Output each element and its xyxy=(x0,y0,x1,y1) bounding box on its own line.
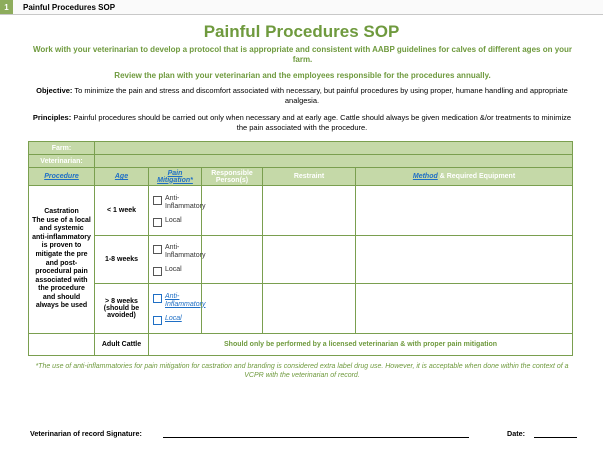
pain-mitigation-cell xyxy=(149,284,206,334)
age-header-link[interactable]: Age xyxy=(114,173,129,180)
option-label: Anti-Inflammatory xyxy=(165,243,206,259)
anti-inflammatory-option[interactable] xyxy=(149,243,206,260)
checkbox-icon[interactable] xyxy=(153,218,162,227)
restraint-cell[interactable] xyxy=(263,284,356,334)
adult-cattle-row xyxy=(29,334,573,356)
age-cell: < 1 week xyxy=(95,186,149,236)
age-cell: > 8 weeks (should be avoided) xyxy=(95,284,149,334)
veterinarian-label: Veterinarian: xyxy=(29,155,95,168)
table-row xyxy=(29,236,573,284)
page-title: Painful Procedures SOP xyxy=(203,22,400,41)
checkbox-icon[interactable] xyxy=(153,267,162,276)
checkbox-icon[interactable] xyxy=(153,245,162,254)
pain-mitigation-cell xyxy=(149,186,206,236)
anti-inflammatory-option[interactable] xyxy=(149,194,206,211)
method-header-link[interactable]: Method xyxy=(412,173,438,180)
responsible-cell[interactable] xyxy=(202,236,263,284)
objective-paragraph xyxy=(32,86,572,106)
empty-cell xyxy=(29,334,95,356)
document-label: Painful Procedures SOP xyxy=(23,2,116,12)
local-option[interactable] xyxy=(149,315,201,325)
table-row xyxy=(29,186,573,236)
procedure-header-link[interactable]: Procedure xyxy=(44,173,79,180)
procedure-description: The use of a local and systemic anti-inflammatory is proven to mitigate the pre and post-procedural pain associated with the procedure and should always be used xyxy=(32,216,91,310)
restraint-header: Restraint xyxy=(263,168,356,186)
option-label: Anti-Inflammatory xyxy=(165,292,206,308)
checkbox-icon[interactable] xyxy=(153,316,162,325)
option-label: Local xyxy=(165,314,182,322)
adult-cattle-note: Should only be performed by a licensed veterinarian & with proper pain mitigation xyxy=(149,334,573,356)
farm-row xyxy=(29,142,573,155)
principles-label: Principles: xyxy=(32,113,72,122)
procedures-table xyxy=(28,141,573,356)
procedure-title: Castration xyxy=(44,207,79,215)
pain-mitigation-cell xyxy=(149,236,206,284)
pain-mitigation-header-link[interactable]: Pain Mitigation* xyxy=(157,169,193,184)
checkbox-icon[interactable] xyxy=(153,294,162,303)
table-row xyxy=(29,284,573,334)
procedure-cell xyxy=(29,186,95,334)
intro-text: Work with your veterinarian to develop a protocol that is appropriate and consistent with AABP guidelines for calves of different ages on your farm. xyxy=(32,45,573,64)
principles-paragraph xyxy=(32,113,572,133)
principles-text: Painful procedures should be carried out only when necessary and at early age. Cattle should always be given medication &/or treatments to minimize the pain associated with the procedure. xyxy=(73,113,572,132)
local-option[interactable] xyxy=(149,266,201,276)
responsible-header: Responsible Person(s) xyxy=(202,168,263,186)
table-header-row xyxy=(29,168,573,186)
responsible-cell[interactable] xyxy=(202,186,263,236)
responsible-cell[interactable] xyxy=(202,284,263,334)
veterinarian-field[interactable] xyxy=(95,155,573,168)
farm-field[interactable] xyxy=(95,142,573,155)
option-label: Local xyxy=(165,216,182,224)
age-cell: Adult Cattle xyxy=(95,334,149,356)
method-cell[interactable] xyxy=(356,186,573,236)
farm-label: Farm: xyxy=(29,142,95,155)
local-option[interactable] xyxy=(149,217,201,227)
veterinarian-row xyxy=(29,155,573,168)
method-header-suffix: & Required Equipment xyxy=(439,173,516,180)
page-number: 1 xyxy=(0,0,13,14)
restraint-cell[interactable] xyxy=(263,236,356,284)
footnote: *The use of anti-inflammatories for pain mitigation for castration and branding is considered extra label drug use. However, it is acceptable when done within the context of a VCPR with the veterinarian of record. xyxy=(35,363,569,379)
signature-label: Veterinarian of record Signature: xyxy=(30,429,142,438)
review-text: Review the plan with your veterinarian and the employees responsible for the procedures annually. xyxy=(114,71,491,80)
objective-text: To minimize the pain and stress and discomfort associated with necessary, but painful procedures by using proper, humane handling and appropriate analgesia. xyxy=(74,86,568,105)
date-line[interactable] xyxy=(534,437,577,438)
anti-inflammatory-option[interactable] xyxy=(149,292,206,309)
page-header xyxy=(0,0,603,15)
age-cell: 1-8 weeks xyxy=(95,236,149,284)
restraint-cell[interactable] xyxy=(263,186,356,236)
method-cell[interactable] xyxy=(356,284,573,334)
option-label: Local xyxy=(165,265,182,273)
method-cell[interactable] xyxy=(356,236,573,284)
date-label: Date: xyxy=(507,429,525,438)
option-label: Anti-Inflammatory xyxy=(165,194,206,210)
checkbox-icon[interactable] xyxy=(153,196,162,205)
signature-line[interactable] xyxy=(163,437,469,438)
objective-label: Objective: xyxy=(36,86,73,95)
